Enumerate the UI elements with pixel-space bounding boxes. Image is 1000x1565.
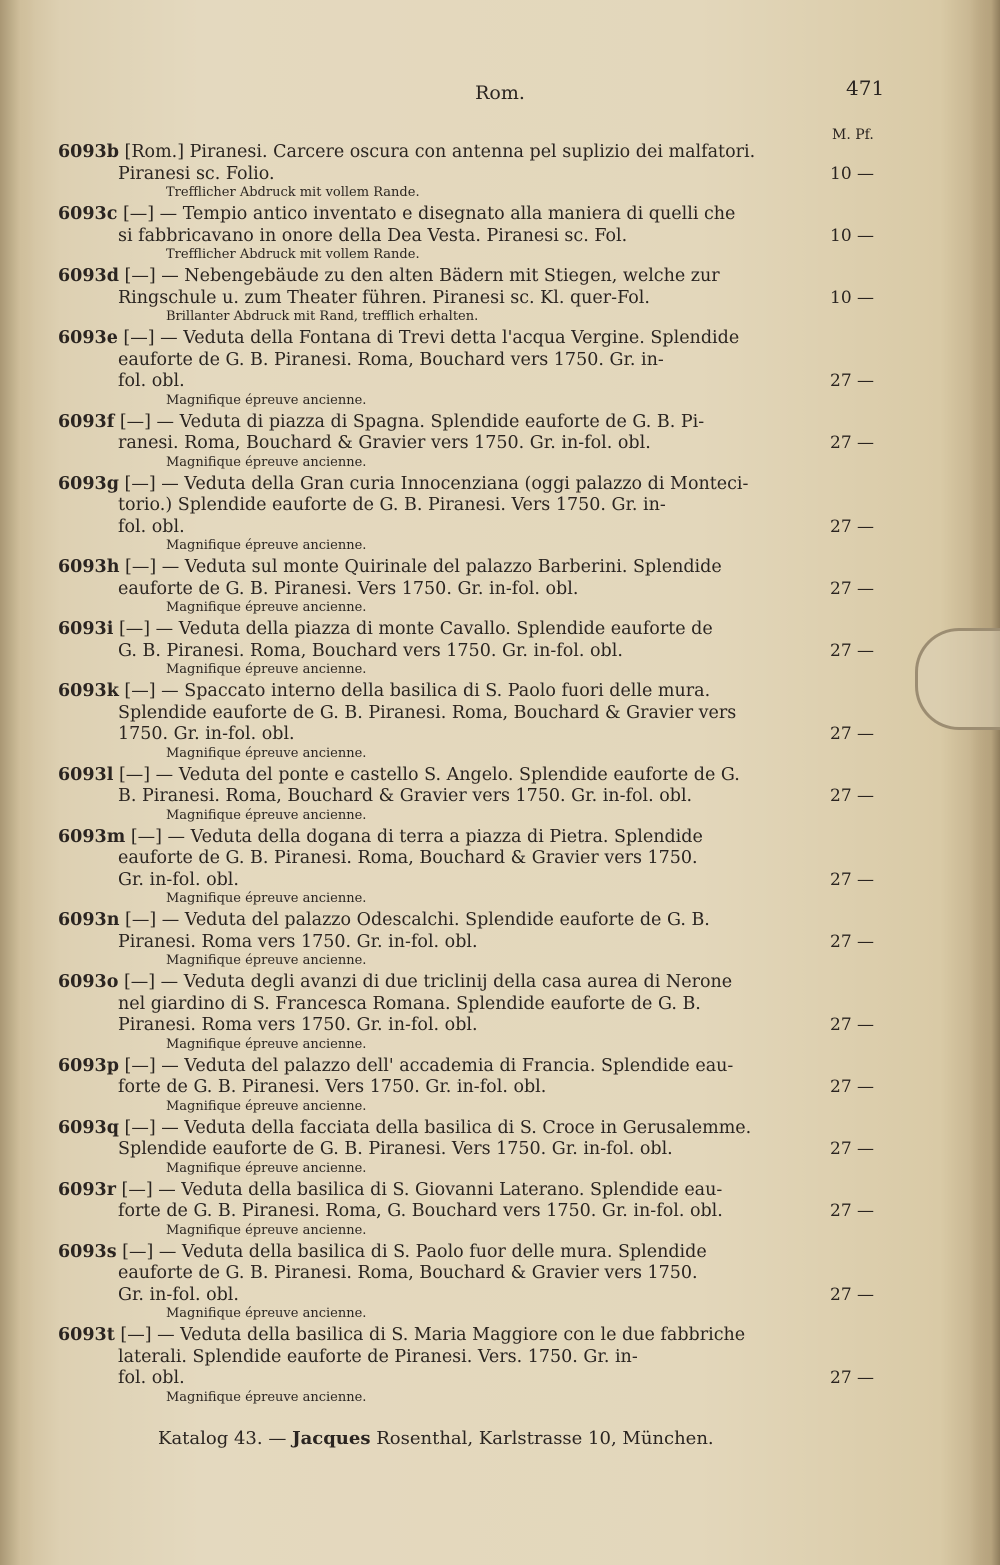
lot-description-line: forte de G. B. Piranesi. Roma, G. Bouchard vers 1750. Gr. in-fol. obl. bbox=[118, 1201, 723, 1221]
condition-note: Magnifique épreuve ancienne. bbox=[166, 392, 367, 408]
lot-description-line bbox=[58, 1180, 848, 1202]
footer-catalog: Katalog 43. — bbox=[158, 1428, 287, 1449]
lot-description-line bbox=[58, 1056, 848, 1078]
lot-number: 6093h bbox=[58, 557, 120, 577]
lot-description-line: B. Piranesi. Roma, Bouchard & Gravier vers 1750. Gr. in-fol. obl. bbox=[118, 786, 693, 806]
lot-title: [—] — Veduta della piazza di monte Cavallo. Splendide eauforte de bbox=[118, 619, 713, 639]
lot-title: [—] — Veduta della basilica di S. Paolo fuor delle mura. Splendide bbox=[122, 1241, 707, 1262]
lot-price: 27 — bbox=[830, 869, 875, 890]
lot-price: 27 — bbox=[830, 1139, 875, 1159]
lot-entry bbox=[58, 1325, 875, 1405]
lot-entry bbox=[58, 557, 875, 615]
lot-title: [—] — Veduta della basilica di S. Giovanni Laterano. Splendide eau- bbox=[121, 1179, 723, 1200]
currency-column-header: M. Pf. bbox=[832, 127, 874, 143]
condition-note: Magnifique épreuve ancienne. bbox=[166, 953, 367, 968]
lot-description-line: fol. obl. bbox=[118, 1368, 185, 1388]
lot-description-line: forte de G. B. Piranesi. Vers 1750. Gr. in-fol. obl. bbox=[118, 1077, 547, 1097]
lot-number: 6093n bbox=[58, 910, 120, 930]
lot-entry bbox=[58, 681, 875, 761]
lot-number: 6093g bbox=[58, 473, 119, 494]
condition-note: Trefflicher Abdruck mit vollem Rande. bbox=[166, 247, 420, 262]
condition-note: Magnifique épreuve ancienne. bbox=[166, 1036, 367, 1052]
lot-description-line: Piranesi. Roma vers 1750. Gr. in-fol. obl. bbox=[118, 1015, 478, 1035]
lot-description-line bbox=[58, 681, 848, 703]
condition-note: Magnifique épreuve ancienne. bbox=[166, 1306, 367, 1321]
condition-note: Magnifique épreuve ancienne. bbox=[166, 600, 367, 615]
lot-number: 6093s bbox=[58, 1241, 117, 1262]
page-number: 471 bbox=[846, 76, 885, 100]
lot-entry bbox=[58, 1241, 875, 1322]
lot-description-line bbox=[58, 557, 848, 579]
condition-note: Magnifique épreuve ancienne. bbox=[166, 662, 367, 677]
lot-description-line: si fabbricavano in onore della Dea Vesta. Piranesi sc. Fol. bbox=[118, 225, 628, 246]
lot-price: 27 — bbox=[830, 371, 875, 391]
lot-description-line bbox=[58, 204, 848, 226]
condition-note: Magnifique épreuve ancienne. bbox=[166, 1222, 367, 1238]
lot-description-line bbox=[58, 765, 848, 787]
lot-price: 27 — bbox=[830, 1368, 875, 1388]
lot-description-line: Piranesi. Roma vers 1750. Gr. in-fol. obl. bbox=[118, 931, 478, 952]
lot-number: 6093b bbox=[58, 142, 119, 162]
lot-entry bbox=[58, 328, 875, 408]
lot-description-line: Splendide eauforte de G. B. Piranesi. Roma, Bouchard & Gravier vers bbox=[118, 702, 737, 723]
lot-entry bbox=[58, 473, 875, 554]
lot-price: 27 — bbox=[830, 1201, 875, 1221]
condition-note: Brillanter Abdruck mit Rand, trefflich erhalten. bbox=[166, 309, 479, 324]
lot-title: [—] — Veduta della Gran curia Innocenziana (oggi palazzo di Monteci- bbox=[124, 473, 749, 494]
lot-description-line: eauforte de G. B. Piranesi. Roma, Bouchard & Gravier vers 1750. bbox=[118, 848, 698, 868]
lot-entry bbox=[58, 1055, 875, 1114]
lot-description-line: eauforte de G. B. Piranesi. Roma, Bouchard vers 1750. Gr. in- bbox=[118, 349, 664, 370]
lot-description-line: ranesi. Roma, Bouchard & Gravier vers 1750. Gr. in-fol. obl. bbox=[118, 433, 651, 453]
page-binding-shadow bbox=[0, 0, 34, 1565]
lot-description-line: Gr. in-fol. obl. bbox=[118, 1284, 239, 1305]
lot-price: 27 — bbox=[830, 1077, 875, 1097]
lot-description-line: 1750. Gr. in-fol. obl. bbox=[118, 724, 295, 744]
lot-description-line bbox=[58, 328, 848, 350]
lot-price: 10 — bbox=[830, 287, 875, 308]
lot-number: 6093p bbox=[58, 1055, 119, 1076]
lot-description-line bbox=[58, 619, 848, 641]
lot-number: 6093r bbox=[58, 1179, 116, 1200]
lot-title: [—] — Veduta sul monte Quirinale del palazzo Barberini. Splendide bbox=[125, 557, 722, 577]
condition-note: Magnifique épreuve ancienne. bbox=[166, 1098, 367, 1114]
lot-description-line: G. B. Piranesi. Roma, Bouchard vers 1750. Gr. in-fol. obl. bbox=[118, 640, 623, 661]
lot-price: 27 — bbox=[830, 786, 875, 806]
lot-price: 10 — bbox=[830, 163, 875, 184]
lot-title: [—] — Veduta della dogana di terra a piazza di Pietra. Splendide bbox=[130, 826, 703, 847]
lot-title: [—] — Veduta del ponte e castello S. Angelo. Splendide eauforte de G. bbox=[118, 764, 740, 785]
lot-description-line: eauforte de G. B. Piranesi. Vers 1750. Gr. in-fol. obl. bbox=[118, 578, 579, 599]
lot-number: 6093q bbox=[58, 1117, 119, 1138]
lot-description-line: fol. obl. bbox=[118, 516, 185, 537]
lot-description-line: Splendide eauforte de G. B. Piranesi. Vers 1750. Gr. in-fol. obl. bbox=[118, 1139, 673, 1159]
condition-note: Magnifique épreuve ancienne. bbox=[166, 454, 367, 470]
lot-description-line: fol. obl. bbox=[118, 371, 185, 391]
lot-description-line: laterali. Splendide eauforte de Piranesi. Vers. 1750. Gr. in- bbox=[118, 1346, 638, 1367]
condition-note: Magnifique épreuve ancienne. bbox=[166, 807, 367, 823]
lot-number: 6093e bbox=[58, 328, 118, 348]
lot-description-line: Ringschule u. zum Theater führen. Piranesi sc. Kl. quer-Fol. bbox=[118, 287, 650, 308]
lot-price: 27 — bbox=[830, 1284, 875, 1305]
lot-description-line bbox=[58, 972, 848, 994]
lot-price: 27 — bbox=[830, 1015, 875, 1035]
lot-entry bbox=[58, 764, 875, 823]
lot-description-line bbox=[58, 827, 848, 849]
lot-number: 6093f bbox=[58, 411, 115, 432]
lot-price: 27 — bbox=[830, 931, 875, 952]
lot-title: [—] — Veduta della basilica di S. Maria Maggiore con le due fabbriche bbox=[120, 1325, 746, 1345]
lot-price: 27 — bbox=[830, 640, 875, 661]
lot-price: 27 — bbox=[830, 724, 875, 744]
lot-entry bbox=[58, 204, 875, 262]
lot-entry bbox=[58, 619, 875, 677]
lot-description-line bbox=[58, 266, 848, 288]
lot-title: [—] — Veduta della facciata della basilica di S. Croce in Gerusalemme. bbox=[124, 1117, 752, 1138]
lot-title: [—] — Veduta della Fontana di Trevi detta l'acqua Vergine. Splendide bbox=[123, 328, 740, 348]
lot-price: 27 — bbox=[830, 516, 875, 537]
lot-list bbox=[58, 142, 875, 1409]
lot-entry bbox=[58, 826, 875, 907]
lot-entry bbox=[58, 411, 875, 470]
lot-entry bbox=[58, 972, 875, 1052]
condition-note: Trefflicher Abdruck mit vollem Rande. bbox=[166, 185, 420, 200]
lot-entry bbox=[58, 1117, 875, 1176]
lot-entry bbox=[58, 910, 875, 968]
condition-note: Magnifique épreuve ancienne. bbox=[166, 891, 367, 906]
lot-description-line bbox=[58, 412, 848, 434]
lot-number: 6093k bbox=[58, 681, 119, 701]
lot-number: 6093o bbox=[58, 972, 119, 992]
lot-description-line bbox=[58, 910, 848, 932]
lot-description-line: eauforte de G. B. Piranesi. Roma, Bouchard & Gravier vers 1750. bbox=[118, 1263, 698, 1283]
condition-note: Magnifique épreuve ancienne. bbox=[166, 1389, 367, 1405]
lot-description-line bbox=[58, 474, 848, 496]
lot-price: 10 — bbox=[830, 225, 875, 246]
footer-address: Rosenthal, Karlstrasse 10, München. bbox=[376, 1428, 714, 1449]
lot-title: [—] — Veduta degli avanzi di due triclinij della casa aurea di Nerone bbox=[123, 972, 733, 992]
lot-title: [—] — Spaccato interno della basilica di S. Paolo fuori delle mura. bbox=[124, 681, 711, 701]
lot-entry bbox=[58, 142, 875, 200]
lot-number: 6093c bbox=[58, 204, 118, 224]
lot-description-line bbox=[58, 1118, 848, 1140]
lot-number: 6093i bbox=[58, 619, 114, 639]
lot-title: [—] — Veduta di piazza di Spagna. Splendide eauforte de G. B. Pi- bbox=[119, 411, 705, 432]
lot-description-line: Gr. in-fol. obl. bbox=[118, 869, 239, 890]
page-tab-marker bbox=[915, 628, 1000, 730]
lot-title: [Rom.] Piranesi. Carcere oscura con antenna pel suplizio dei malfatori. bbox=[124, 142, 756, 162]
lot-description-line: nel giardino di S. Francesca Romana. Splendide eauforte de G. B. bbox=[118, 993, 701, 1014]
lot-description-line bbox=[58, 142, 848, 164]
page-edge-shadow bbox=[970, 0, 1000, 1565]
condition-note: Magnifique épreuve ancienne. bbox=[166, 538, 367, 553]
running-head: Rom. bbox=[475, 82, 525, 104]
lot-title: [—] — Nebengebäude zu den alten Bädern mit Stiegen, welche zur bbox=[124, 266, 720, 286]
lot-title: [—] — Tempio antico inventato e disegnato alla maniera di quelli che bbox=[122, 204, 736, 224]
lot-price: 27 — bbox=[830, 433, 875, 453]
lot-description-line bbox=[58, 1325, 848, 1347]
lot-description-line bbox=[58, 1242, 848, 1264]
condition-note: Magnifique épreuve ancienne. bbox=[166, 1160, 367, 1176]
lot-entry bbox=[58, 1179, 875, 1238]
lot-entry bbox=[58, 266, 875, 324]
condition-note: Magnifique épreuve ancienne. bbox=[166, 745, 367, 761]
lot-price: 27 — bbox=[830, 578, 875, 599]
lot-number: 6093d bbox=[58, 266, 119, 286]
lot-number: 6093l bbox=[58, 764, 114, 785]
lot-title: [—] — Veduta del palazzo Odescalchi. Splendide eauforte de G. B. bbox=[125, 910, 710, 930]
lot-description-line: Piranesi sc. Folio. bbox=[118, 163, 275, 184]
lot-title: [—] — Veduta del palazzo dell' accademia di Francia. Splendide eau- bbox=[124, 1055, 734, 1076]
lot-number: 6093m bbox=[58, 826, 126, 847]
catalog-footer bbox=[158, 1428, 714, 1449]
lot-description-line: torio.) Splendide eauforte de G. B. Piranesi. Vers 1750. Gr. in- bbox=[118, 495, 666, 515]
footer-name: Jacques bbox=[292, 1428, 371, 1449]
lot-number: 6093t bbox=[58, 1325, 115, 1345]
